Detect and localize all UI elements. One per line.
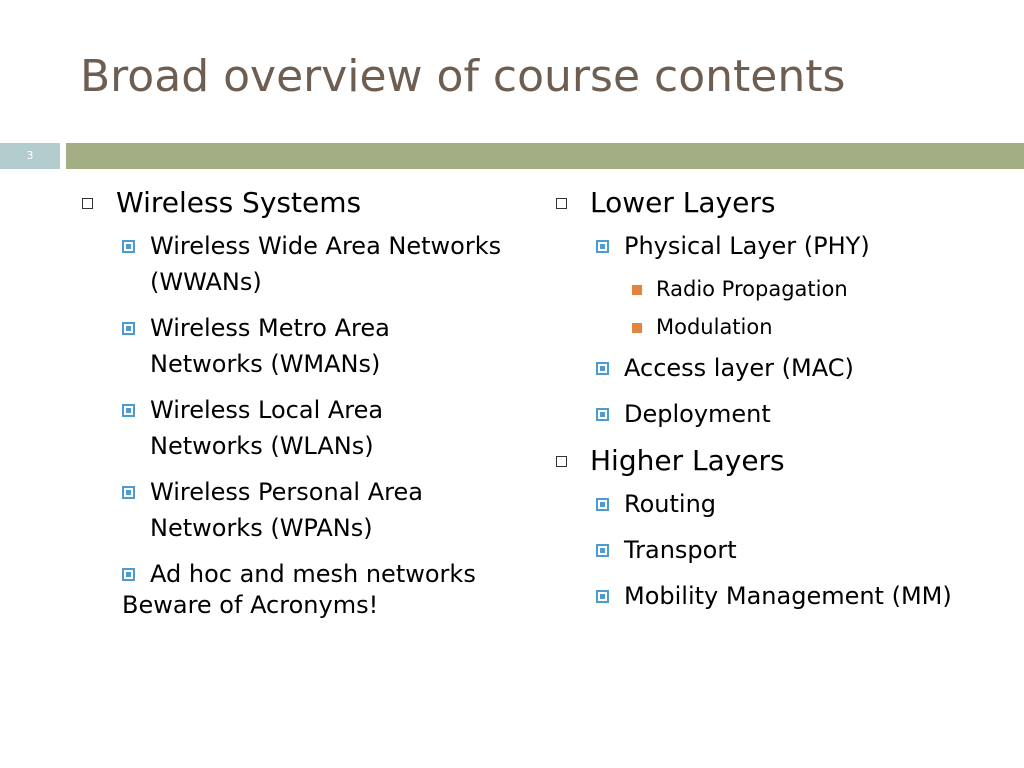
slide-number: 3	[26, 149, 34, 162]
framed-square-icon	[596, 408, 609, 421]
list-item-deployment: Deployment	[556, 396, 996, 432]
framed-square-icon	[122, 486, 135, 499]
acronyms-note: Beware of Acronyms!	[122, 591, 379, 619]
framed-square-icon	[122, 240, 135, 253]
hollow-square-icon	[556, 456, 567, 467]
list-item-wpans: Wireless Personal Area Networks (WPANs)	[82, 474, 502, 546]
framed-square-icon	[596, 590, 609, 603]
hollow-square-icon	[556, 198, 567, 209]
framed-square-icon	[122, 322, 135, 335]
hollow-square-icon	[82, 198, 93, 209]
list-item-access-layer: Access layer (MAC)	[556, 350, 996, 386]
list-item-modulation: Modulation	[556, 312, 996, 342]
framed-square-icon	[122, 404, 135, 417]
framed-square-icon	[122, 568, 135, 581]
left-column	[82, 184, 502, 622]
right-column	[556, 184, 996, 624]
list-item-radio-propagation: Radio Propagation	[556, 274, 996, 304]
list-item-wwans: Wireless Wide Area Networks (WWANs)	[82, 228, 502, 300]
list-item-transport: Transport	[556, 532, 996, 568]
filled-square-icon	[632, 323, 642, 333]
list-item-physical-layer: Physical Layer (PHY)	[556, 228, 996, 264]
framed-square-icon	[596, 362, 609, 375]
framed-square-icon	[596, 544, 609, 557]
list-item-wireless-systems: Wireless Systems	[82, 184, 502, 222]
framed-square-icon	[596, 498, 609, 511]
framed-square-icon	[596, 240, 609, 253]
list-item-wlans: Wireless Local Area Networks (WLANs)	[82, 392, 502, 464]
title-rule-bar	[66, 143, 1024, 169]
list-item-higher-layers: Higher Layers	[556, 442, 996, 480]
filled-square-icon	[632, 285, 642, 295]
list-item-mobility-management: Mobility Management (MM)	[556, 578, 996, 614]
list-item-ad-hoc-mesh: Ad hoc and mesh networks	[82, 556, 502, 592]
list-item-routing: Routing	[556, 486, 996, 522]
list-item-wmans: Wireless Metro Area Networks (WMANs)	[82, 310, 502, 382]
list-item-lower-layers: Lower Layers	[556, 184, 996, 222]
slide-title: Broad overview of course contents	[80, 51, 846, 102]
